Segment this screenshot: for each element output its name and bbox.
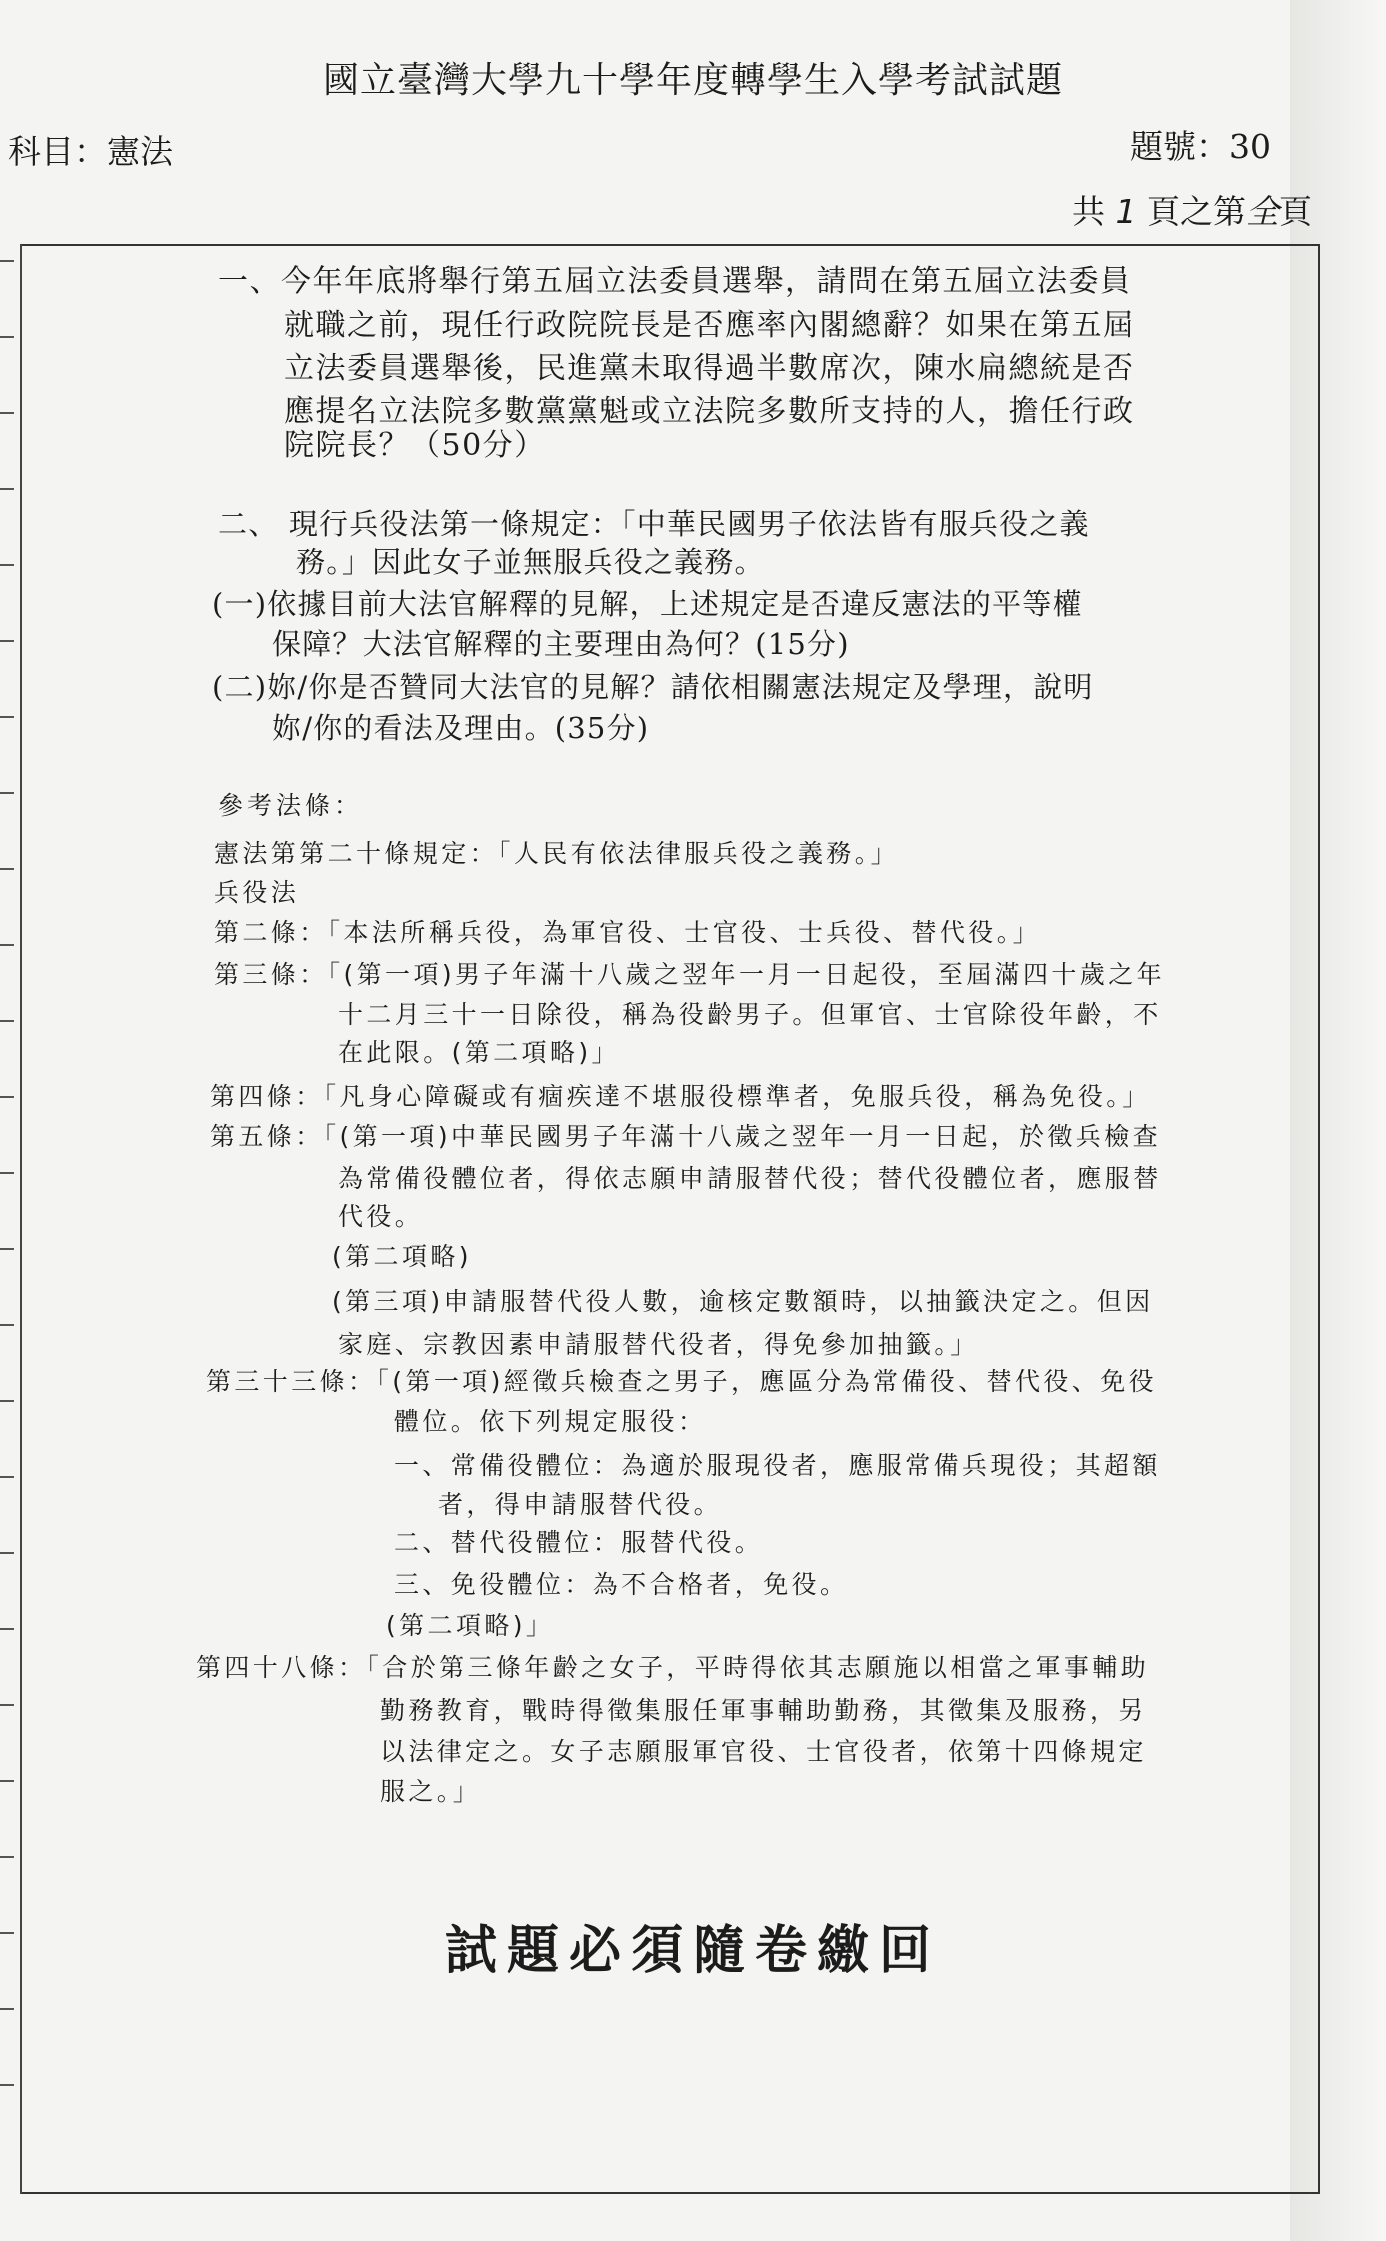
margin-tick — [0, 1020, 14, 1022]
q1-line: 院院長？（50分） — [284, 428, 546, 463]
reference-line: 以法律定之。女子志願服軍官役、士官役者，依第十四條規定 — [380, 1737, 1147, 1766]
margin-tick — [0, 336, 14, 338]
margin-tick — [0, 488, 14, 490]
references-heading: 參考法條： — [218, 791, 364, 820]
q2-line: (一)依據目前大法官解釋的見解，上述規定是否違反憲法的平等權 — [212, 587, 1083, 621]
page-info — [1072, 186, 1312, 233]
reference-line: 服之。」 — [380, 1777, 482, 1806]
margin-tick — [0, 2084, 14, 2086]
margin-ticks — [0, 260, 14, 2160]
margin-tick — [0, 716, 14, 718]
margin-tick — [0, 1248, 14, 1250]
margin-tick — [0, 868, 14, 870]
return-notice: 試題必須隨卷繳回 — [444, 1920, 941, 1981]
reference-line: 第四十八條：「合於第三條年齡之女子，平時得依其志願施以相當之軍事輔助 — [196, 1653, 1150, 1682]
page-total: 1 — [1115, 192, 1137, 231]
margin-tick — [0, 1476, 14, 1478]
reference-line: 在此限。(第二項略)」 — [338, 1038, 620, 1067]
q1-line: 就職之前，現任行政院院長是否應率內閣總辭？如果在第五屆 — [284, 308, 1135, 343]
page-mid: 頁之第 — [1147, 192, 1246, 231]
margin-tick — [0, 1628, 14, 1630]
page-current: 全 — [1246, 192, 1279, 231]
subject-label: 科目：憲法 — [8, 132, 173, 171]
margin-tick — [0, 640, 14, 642]
q1-line: 一、今年年底將舉行第五屆立法委員選舉，請問在第五屆立法委員 — [218, 264, 1132, 299]
margin-tick — [0, 1096, 14, 1098]
reference-line: 十二月三十一日除役，稱為役齡男子。但軍官、士官除役年齡，不 — [338, 1000, 1162, 1029]
reference-line: (第二項略)」 — [386, 1611, 555, 1640]
q2-line: 務。」因此女子並無服兵役之義務。 — [296, 545, 765, 579]
page-prefix: 共 — [1072, 192, 1105, 231]
reference-line: 兵役法 — [214, 878, 300, 907]
margin-tick — [0, 1324, 14, 1326]
reference-line: (第二項略) — [332, 1242, 472, 1271]
reference-line: 一、常備役體位：為適於服現役者，應服常備兵現役；其超額 — [394, 1451, 1161, 1480]
margin-tick — [0, 564, 14, 566]
reference-line: (第三項)申請服替代役人數，逾核定數額時，以抽籤決定之。但因 — [332, 1287, 1154, 1316]
reference-line: 第四條：「凡身心障礙或有痼疾達不堪服役標準者，免服兵役，稱為免役。」 — [210, 1082, 1151, 1111]
reference-line: 為常備役體位者，得依志願申請服替代役；替代役體位者，應服替 — [338, 1164, 1162, 1193]
q2-line: 保障？大法官解釋的主要理由為何？(15分) — [272, 627, 850, 661]
reference-line: 體位。依下列規定服役： — [394, 1407, 707, 1436]
margin-tick — [0, 1856, 14, 1858]
margin-tick — [0, 1704, 14, 1706]
page-suffix: 頁 — [1279, 192, 1312, 231]
q2-line: (二)妳/你是否贊同大法官的見解？請依相關憲法規定及學理，說明 — [212, 670, 1094, 704]
question-number: 題號：30 — [1130, 127, 1271, 166]
margin-tick — [0, 1780, 14, 1782]
reference-line: 二、替代役體位：服替代役。 — [394, 1528, 764, 1557]
reference-line: 第五條：「(第一項)中華民國男子年滿十八歲之翌年一月一日起，於徵兵檢查 — [210, 1122, 1162, 1151]
reference-line: 勤務教育，戰時得徵集服任軍事輔助勤務，其徵集及服務，另 — [380, 1696, 1147, 1725]
exam-title: 國立臺灣大學九十學年度轉學生入學考試試題 — [322, 60, 1063, 101]
reference-line: 第二條：「本法所稱兵役，為軍官役、士官役、士兵役、替代役。」 — [214, 918, 1042, 947]
margin-tick — [0, 1400, 14, 1402]
margin-tick — [0, 412, 14, 414]
margin-tick — [0, 1172, 14, 1174]
reference-line: 第三十三條：「(第一項)經徵兵檢查之男子，應區分為常備役、替代役、免役 — [206, 1367, 1158, 1396]
margin-tick — [0, 792, 14, 794]
q1-line: 立法委員選舉後，民進黨未取得過半數席次，陳水扁總統是否 — [284, 351, 1135, 386]
q2-line: 二、 現行兵役法第一條規定：「中華民國男子依法皆有服兵役之義 — [218, 507, 1090, 541]
reference-line: 三、免役體位：為不合格者，免役。 — [394, 1570, 849, 1599]
q2-line: 妳/你的看法及理由。(35分) — [272, 711, 650, 745]
reference-line: 第三條：「(第一項)男子年滿十八歲之翌年一月一日起役，至屆滿四十歲之年 — [214, 960, 1166, 989]
reference-line: 代役。 — [338, 1202, 424, 1231]
reference-line: 憲法第第二十條規定：「人民有依法律服兵役之義務。」 — [214, 839, 900, 868]
margin-tick — [0, 260, 14, 262]
reference-line: 家庭、宗教因素申請服替代役者，得免參加抽籤。」 — [338, 1330, 979, 1359]
answer-frame-left — [20, 244, 22, 2194]
reference-line: 者，得申請服替代役。 — [438, 1490, 723, 1519]
margin-tick — [0, 2008, 14, 2010]
margin-tick — [0, 944, 14, 946]
margin-tick — [0, 1552, 14, 1554]
q1-line: 應提名立法院多數黨黨魁或立法院多數所支持的人，擔任行政 — [284, 394, 1135, 429]
